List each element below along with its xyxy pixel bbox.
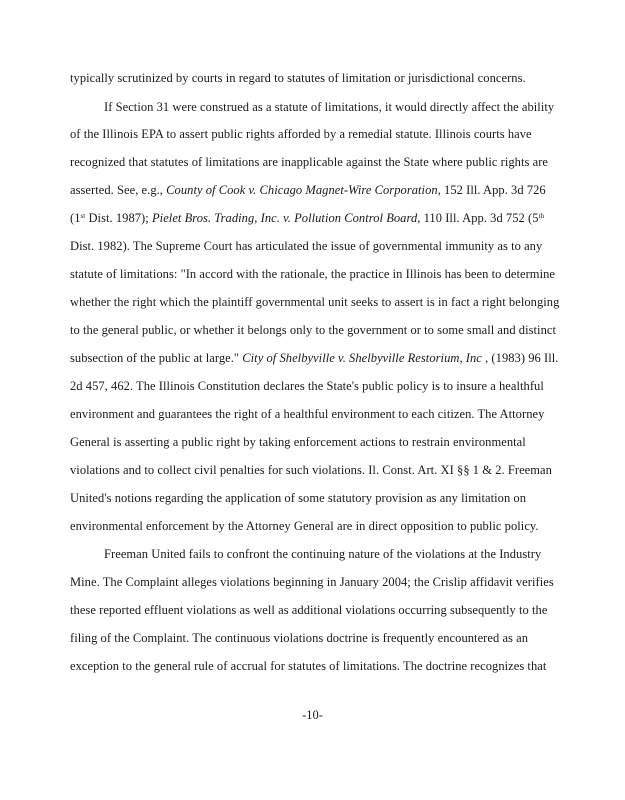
text-line: recognized that statutes of limitations are inapplicable against the State where public rights are	[70, 155, 549, 169]
text-line: (1st Dist. 1987); Pielet Bros. Trading, Inc. v. Pollution Control Board, 110 Ill. App. 3d 752 (5th	[70, 211, 545, 225]
text-line: subsection of the public at large." City of Shelbyville v. Shelbyville Restorium, Inc , (1983) 96 Ill.	[70, 351, 559, 365]
text-line: General is asserting a public right by taking enforcement actions to restrain environmental	[70, 435, 526, 449]
text-line: to the general public, or whether it belongs only to the government or to some small and distinct	[70, 323, 556, 337]
text-line: asserted. See, e.g., County of Cook v. Chicago Magnet-Wire Corporation, 152 Ill. App. 3d 726	[70, 183, 546, 197]
text-line: United's notions regarding the application of some statutory provision as any limitation on	[70, 491, 527, 505]
page-number: -10-	[302, 708, 323, 722]
text-line: whether the right which the plaintiff governmental unit seeks to assert is in fact a right belonging	[70, 295, 560, 309]
case-citation: County of Cook v. Chicago Magnet-Wire Corporation	[166, 183, 438, 197]
text-line: typically scrutinized by courts in regard to statutes of limitation or jurisdictional concerns.	[70, 71, 526, 85]
text-line: Dist. 1982). The Supreme Court has articulated the issue of governmental immunity as to any	[70, 239, 543, 253]
case-citation: City of Shelbyville v. Shelbyville Restorium, Inc	[242, 351, 482, 365]
text-line: environment and guarantees the right of a healthful environment to each citizen. The Attorney	[70, 407, 545, 421]
text-line: of the Illinois EPA to assert public rights afforded by a remedial statute. Illinois courts have	[70, 127, 532, 141]
text-line: environmental enforcement by the Attorney General are in direct opposition to public policy.	[70, 519, 539, 533]
text-line: violations and to collect civil penalties for such violations. Il. Const. Art. XI §§ 1 & 2. Freeman	[70, 463, 552, 477]
text-line: filing of the Complaint. The continuous violations doctrine is frequently encountered as an	[70, 631, 529, 645]
text-line: these reported effluent violations as well as additional violations occurring subsequently to the	[70, 603, 548, 617]
text-line: 2d 457, 462. The Illinois Constitution declares the State's public policy is to insure a healthful	[70, 379, 544, 393]
text-line: If Section 31 were construed as a statute of limitations, it would directly affect the ability	[104, 100, 555, 114]
text-line: statute of limitations: "In accord with the rationale, the practice in Illinois has been to determine	[70, 267, 555, 281]
text-line: exception to the general rule of accrual for statutes of limitations. The doctrine recognizes that	[70, 659, 547, 673]
case-citation: Pielet Bros. Trading, Inc. v. Pollution Control Board	[151, 211, 418, 225]
text-line: Mine. The Complaint alleges violations beginning in January 2004; the Crislip affidavit verifies	[70, 575, 554, 589]
text-line: Freeman United fails to confront the continuing nature of the violations at the Industry	[104, 547, 542, 561]
